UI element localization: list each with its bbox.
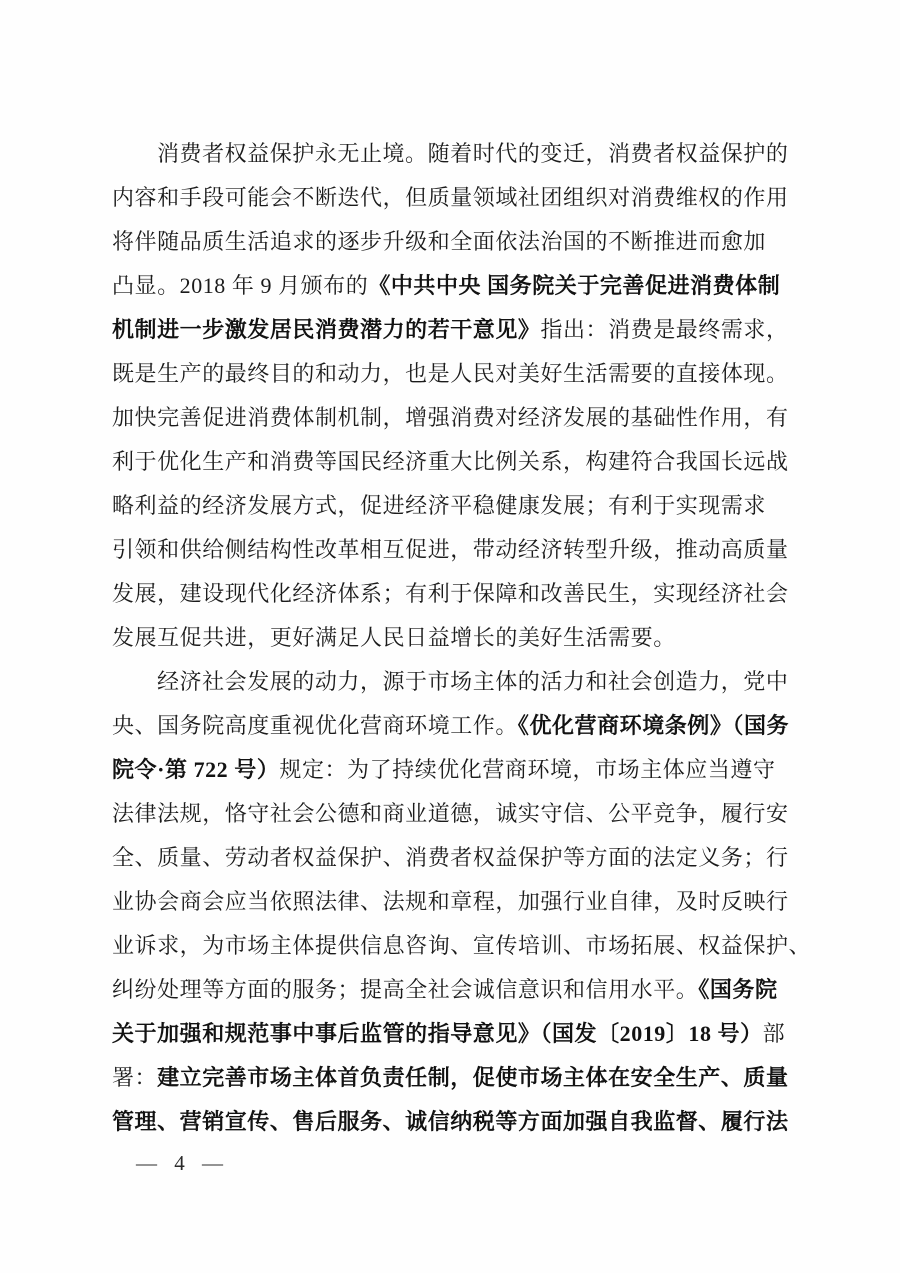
text-line xyxy=(112,880,794,924)
text-line xyxy=(112,572,794,616)
text-line xyxy=(112,440,794,484)
text-line xyxy=(112,396,794,440)
text-line xyxy=(112,792,794,836)
body-text: 指出：消费是最终需求， xyxy=(540,317,789,342)
text-line xyxy=(112,924,812,968)
body-text: 业协会商会应当依照法律、法规和章程，加强行业自律，及时反映行 xyxy=(112,889,789,914)
emphasized-text: 院令·第 722 号） xyxy=(112,757,280,782)
body-text: 消费者权益保护永无止境。随着时代的变迁，消费者权益保护的 xyxy=(157,141,789,166)
text-line xyxy=(112,1056,794,1100)
page-number: — 4 — xyxy=(136,1151,225,1175)
body-text: 引领和供给侧结构性改革相互促进，带动经济转型升级，推动高质量 xyxy=(112,537,789,562)
body-text: 既是生产的最终目的和动力，也是人民对美好生活需要的直接体现。 xyxy=(112,361,789,386)
text-line xyxy=(112,704,794,748)
text-line xyxy=(112,132,794,176)
text-line xyxy=(112,968,794,1012)
text-line xyxy=(112,528,794,572)
text-line xyxy=(112,176,794,220)
body-text: 法律法规，恪守社会公德和商业道德，诚实守信、公平竞争，履行安 xyxy=(112,801,789,826)
body-text: 纠纷处理等方面的服务；提高全社会诚信意识和信用水平。 xyxy=(112,977,699,1002)
emphasized-text: 《优化营商环境条例》（国务 xyxy=(517,713,790,738)
text-line xyxy=(112,352,794,396)
body-text: 部 xyxy=(762,1021,786,1046)
body-text: 业诉求，为市场主体提供信息咨询、宣传培训、市场拓展、权益保护、 xyxy=(112,933,812,958)
text-line xyxy=(112,836,794,880)
emphasized-text: 建立完善市场主体首负责任制，促使市场主体在安全生产、质量 xyxy=(157,1065,789,1090)
body-text: 规定：为了持续优化营商环境，市场主体应当遵守 xyxy=(279,757,776,782)
body-text: 署： xyxy=(112,1065,158,1090)
body-text: 央、国务院高度重视优化营商环境工作。 xyxy=(112,713,518,738)
text-line xyxy=(112,264,794,308)
text-line xyxy=(112,1100,794,1144)
emphasized-text: 《中共中央 国务院关于完善促进消费体制 xyxy=(368,273,781,298)
text-line xyxy=(112,1012,794,1056)
emphasized-text: 《国务院 xyxy=(698,977,778,1002)
body-text: 发展互促共进，更好满足人民日益增长的美好生活需要。 xyxy=(112,625,676,650)
text-line xyxy=(112,748,794,792)
text-line xyxy=(112,308,794,352)
body-text: 经济社会发展的动力，源于市场主体的活力和社会创造力，党中 xyxy=(157,669,789,694)
body-text: 将伴随品质生活追求的逐步升级和全面依法治国的不断推进而愈加 xyxy=(112,229,766,254)
emphasized-text: 关于加强和规范事中事后监管的指导意见》（国发〔2019〕18 号） xyxy=(112,1021,763,1046)
emphasized-text: 机制进一步激发居民消费潜力的若干意见》 xyxy=(112,317,541,342)
body-text: 凸显。2018 年 9 月颁布的 xyxy=(112,273,369,298)
body-text: 内容和手段可能会不断迭代，但质量领域社团组织对消费维权的作用 xyxy=(112,185,789,210)
text-block xyxy=(112,132,812,1144)
emphasized-text: 管理、营销宣传、售后服务、诚信纳税等方面加强自我监督、履行法 xyxy=(112,1109,789,1134)
body-text: 略利益的经济发展方式，促进经济平稳健康发展；有利于实现需求 xyxy=(112,493,766,518)
text-line xyxy=(112,616,794,660)
text-line xyxy=(112,484,794,528)
body-text: 发展，建设现代化经济体系；有利于保障和改善民生，实现经济社会 xyxy=(112,581,789,606)
body-text: 全、质量、劳动者权益保护、消费者权益保护等方面的法定义务；行 xyxy=(112,845,789,870)
text-line xyxy=(112,660,794,704)
body-text: 利于优化生产和消费等国民经济重大比例关系，构建符合我国长远战 xyxy=(112,449,789,474)
text-line xyxy=(112,220,794,264)
body-text: 加快完善促进消费体制机制，增强消费对经济发展的基础性作用，有 xyxy=(112,405,789,430)
